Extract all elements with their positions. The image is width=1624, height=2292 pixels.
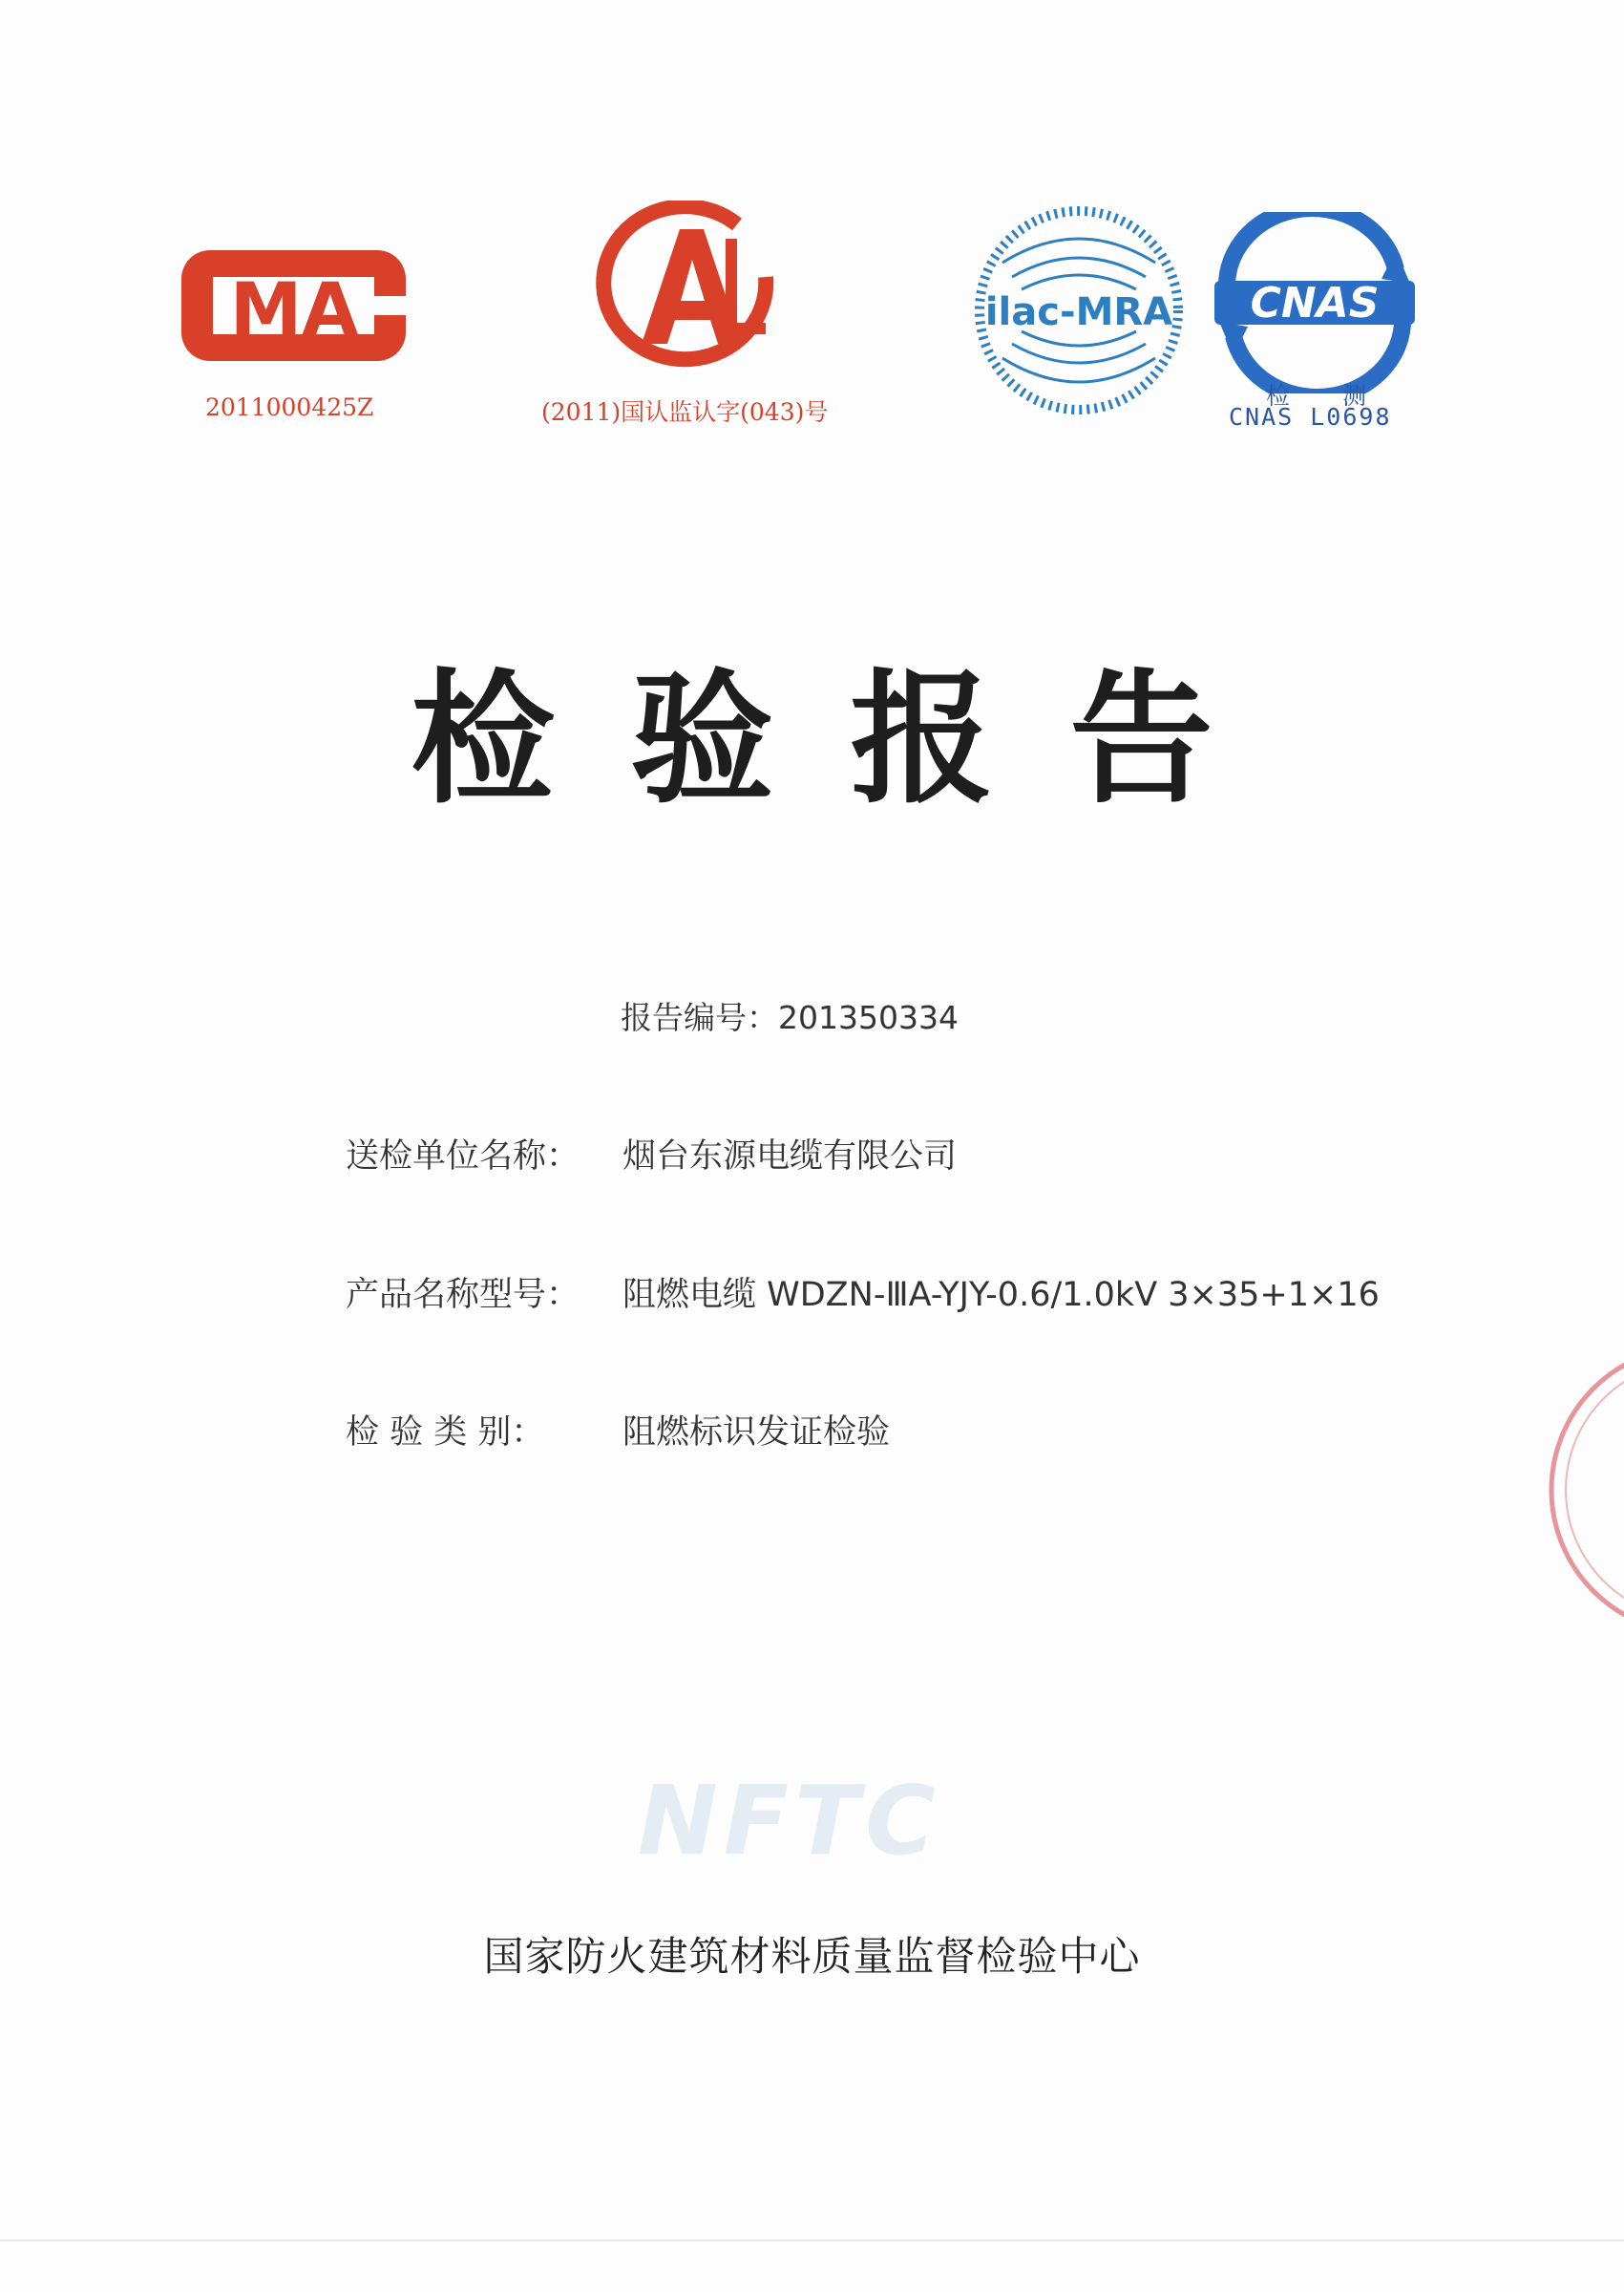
bottom-divider	[0, 2239, 1624, 2241]
field-label: 检 验 类 别：	[346, 1413, 545, 1452]
page-title: 检验报告	[411, 657, 1290, 823]
field-label: 产品名称型号：	[346, 1276, 580, 1314]
cma-code: 2011000425Z	[205, 393, 374, 421]
field-value: 阻燃电缆 WDZN-ⅢA-YJY-0.6/1.0kV 3×35+1×16	[622, 1276, 1380, 1314]
field-label: 送检单位名称：	[346, 1137, 580, 1176]
cnas-code: CNAS L0698	[1229, 403, 1392, 431]
field-value: 烟台东源电缆有限公司	[622, 1137, 958, 1176]
report-number-label: 报告编号：	[621, 999, 778, 1036]
report-number	[621, 993, 959, 1038]
field-row-product	[346, 1268, 1380, 1316]
cnas-sub: 检 测	[1266, 382, 1386, 410]
ilac-mra-logo	[974, 196, 1184, 425]
cnas-logo	[1205, 212, 1424, 393]
svg-text:MA: MA	[229, 266, 359, 351]
svg-text:ilac-MRA: ilac-MRA	[984, 290, 1173, 334]
field-row-inspection-type	[346, 1406, 890, 1454]
cma-logo	[172, 239, 415, 372]
nftc-watermark: NFTC	[638, 1765, 941, 1877]
svg-text:CNAS: CNAS	[1250, 279, 1380, 328]
report-number-value: 201350334	[778, 999, 959, 1036]
field-value: 阻燃标识发证检验	[622, 1413, 891, 1452]
cal-code: (2011)国认监认字(043)号	[541, 398, 829, 426]
field-row-submitter	[346, 1130, 957, 1178]
cal-logo	[584, 201, 794, 372]
issuer-name: 国家防火建筑材料质量监督检验中心	[483, 1933, 1141, 1980]
seal-stamp	[1532, 1347, 1624, 1637]
